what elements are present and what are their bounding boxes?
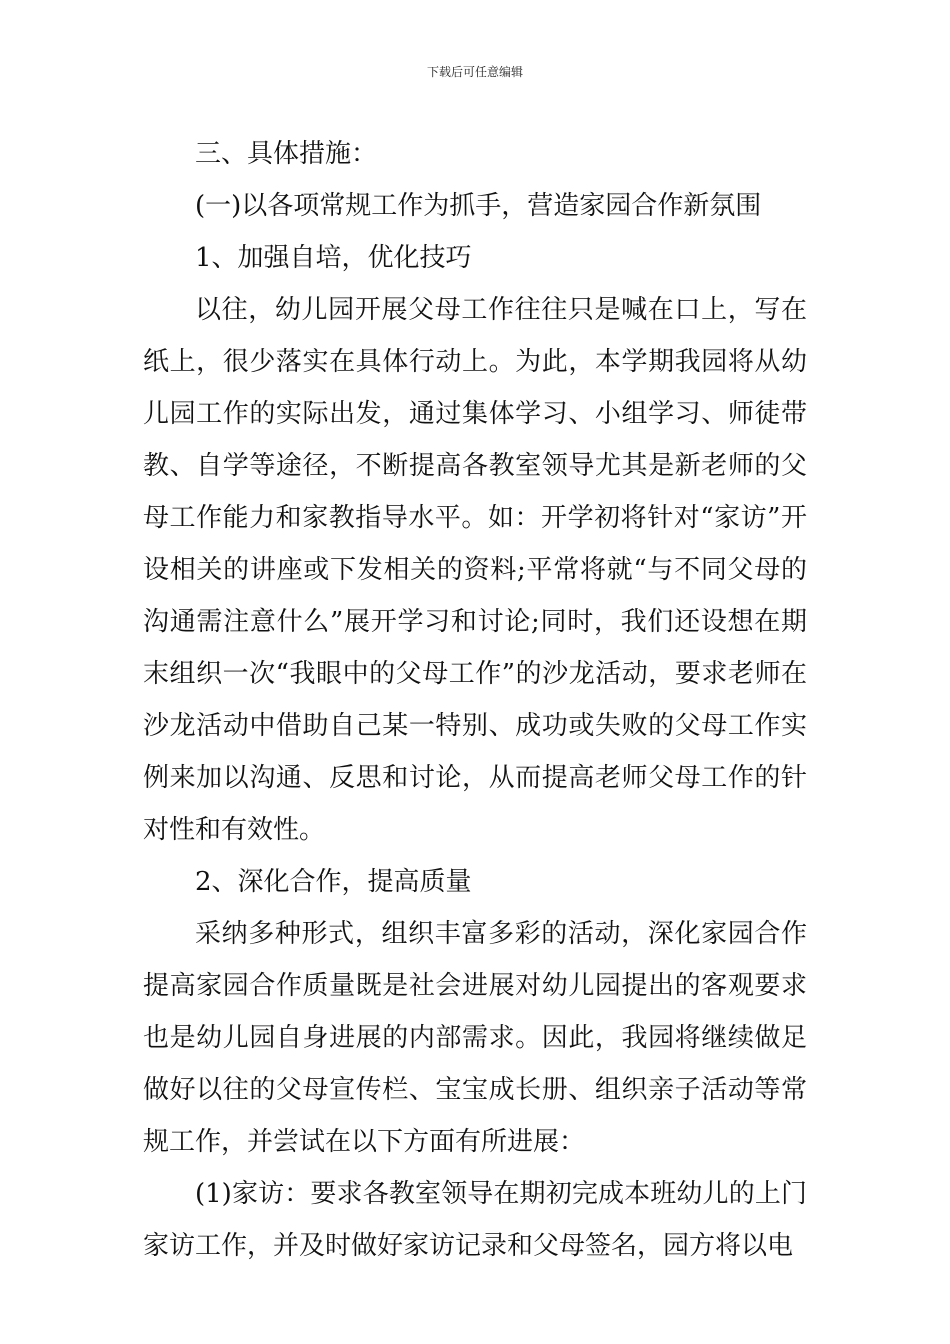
page-header: 下载后可任意编辑 <box>426 65 523 79</box>
document-body <box>143 128 807 1272</box>
section-heading: 三、具体措施： <box>195 139 378 169</box>
item-heading-2: 2、深化合作，提高质量 <box>195 867 472 897</box>
item-heading-1: 1、加强自培，优化技巧 <box>195 243 472 273</box>
body-paragraph-1: 以往，幼儿园开展父母工作往往只是喊在口上，写在纸上，很少落实在具体行动上。为此，本学期我园将从幼儿园工作的实际出发，通过集体学习、小组学习、师徒带教、自学等途径，不断提高各教室领导尤其是新老师的父母工作能力和家教指导水平。如：开学初将针对“家访”开设相关的讲座或下发相关的资料;平常将就“与不同父母的沟通需注意什么”展开学习和讨论;同时，我们还设想在期末组织一次“我眼中的父母工作”的沙龙活动，要求老师在沙龙活动中借助自己某一特别、成功或失败的父母工作实例来加以沟通、反思和讨论，从而提高老师父母工作的针对性和有效性。 <box>143 295 807 845</box>
subsection-heading: (一)以各项常规工作为抓手，营造家园合作新氛围 <box>195 191 762 221</box>
body-paragraph-3: (1)家访：要求各教室领导在期初完成本班幼儿的上门家访工作，并及时做好家访记录和父母签名，园方将以电 <box>143 1179 807 1261</box>
body-paragraph-2: 采纳多种形式，组织丰富多彩的活动，深化家园合作提高家园合作质量既是社会进展对幼儿园提出的客观要求也是幼儿园自身进展的内部需求。因此，我园将继续做足做好以往的父母宣传栏、宝宝成长册、组织亲子活动等常规工作，并尝试在以下方面有所进展： <box>143 919 807 1157</box>
